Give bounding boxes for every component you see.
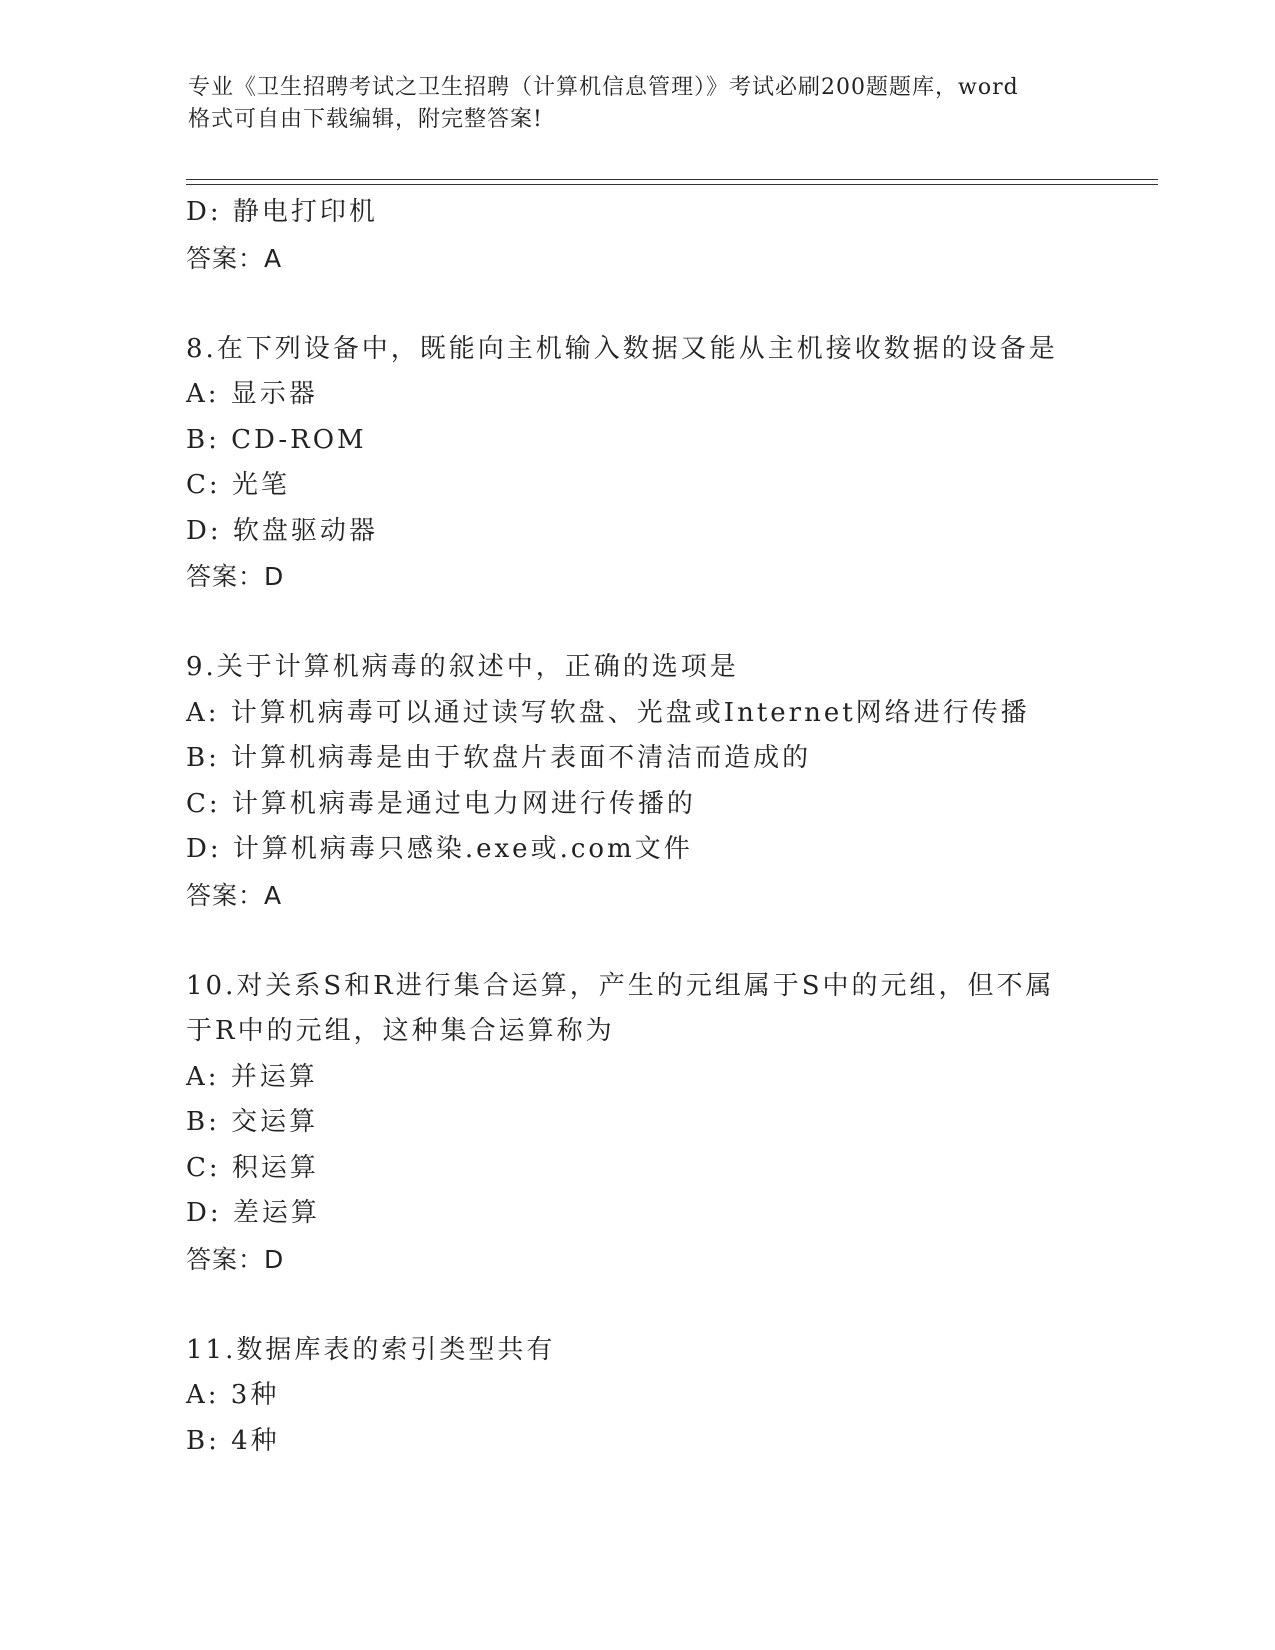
option-d: D: 差运算 xyxy=(186,1198,320,1228)
prev-option-d: D: 静电打印机 xyxy=(186,197,378,227)
spacer xyxy=(186,281,1086,327)
question-10 xyxy=(186,964,1086,1283)
option-c: C: 积运算 xyxy=(186,1152,319,1183)
option-b: B: 计算机病毒是由于软盘片表面不清洁而造成的 xyxy=(186,743,812,773)
option-b: B: CD-ROM xyxy=(186,424,367,455)
question-stem-line-1: 10.对关系S和R进行集合运算，产生的元组属于S中的元组，但不属 xyxy=(186,970,1055,1001)
header-line-1: 专业《卫生招聘考试之卫生招聘（计算机信息管理）》考试必刷200题题库，word xyxy=(188,75,1019,100)
answer: 答案：A xyxy=(186,880,283,910)
option-d: D: 计算机病毒只感染.exe或.com文件 xyxy=(186,834,693,864)
header-divider-top xyxy=(186,179,1158,180)
option-a: A: 并运算 xyxy=(186,1061,318,1092)
spacer xyxy=(186,600,1086,646)
question-9 xyxy=(186,645,1086,918)
answer: 答案：D xyxy=(186,562,285,591)
option-a: A: 3种 xyxy=(186,1380,280,1410)
header-line-2: 格式可自由下载编辑，附完整答案! xyxy=(188,107,543,132)
option-b: B: 交运算 xyxy=(186,1107,319,1137)
answer: 答案：D xyxy=(186,1244,285,1274)
spacer xyxy=(186,918,1086,964)
question-11 xyxy=(186,1328,1086,1465)
prev-answer: 答案：A xyxy=(186,243,283,273)
question-stem: 11.数据库表的索引类型共有 xyxy=(186,1334,556,1365)
option-d: D: 软盘驱动器 xyxy=(186,515,378,546)
option-b: B: 4种 xyxy=(186,1425,280,1456)
document-header xyxy=(188,72,1088,136)
question-stem-line-2: 于R中的元组，这种集合运算称为 xyxy=(186,1016,615,1046)
question-8 xyxy=(186,327,1086,600)
option-a: A: 显示器 xyxy=(186,379,318,409)
option-c: C: 计算机病毒是通过电力网进行传播的 xyxy=(186,788,696,819)
question-list xyxy=(186,190,1086,1464)
option-a: A: 计算机病毒可以通过读写软盘、光盘或Internet网络进行传播 xyxy=(186,697,1030,728)
header-divider-bottom xyxy=(186,184,1158,185)
question-stem: 9.关于计算机病毒的叙述中，正确的选项是 xyxy=(186,652,739,682)
question-stem: 8.在下列设备中，既能向主机输入数据又能从主机接收数据的设备是 xyxy=(186,333,1058,364)
option-c: C: 光笔 xyxy=(186,470,290,500)
spacer xyxy=(186,1282,1086,1328)
